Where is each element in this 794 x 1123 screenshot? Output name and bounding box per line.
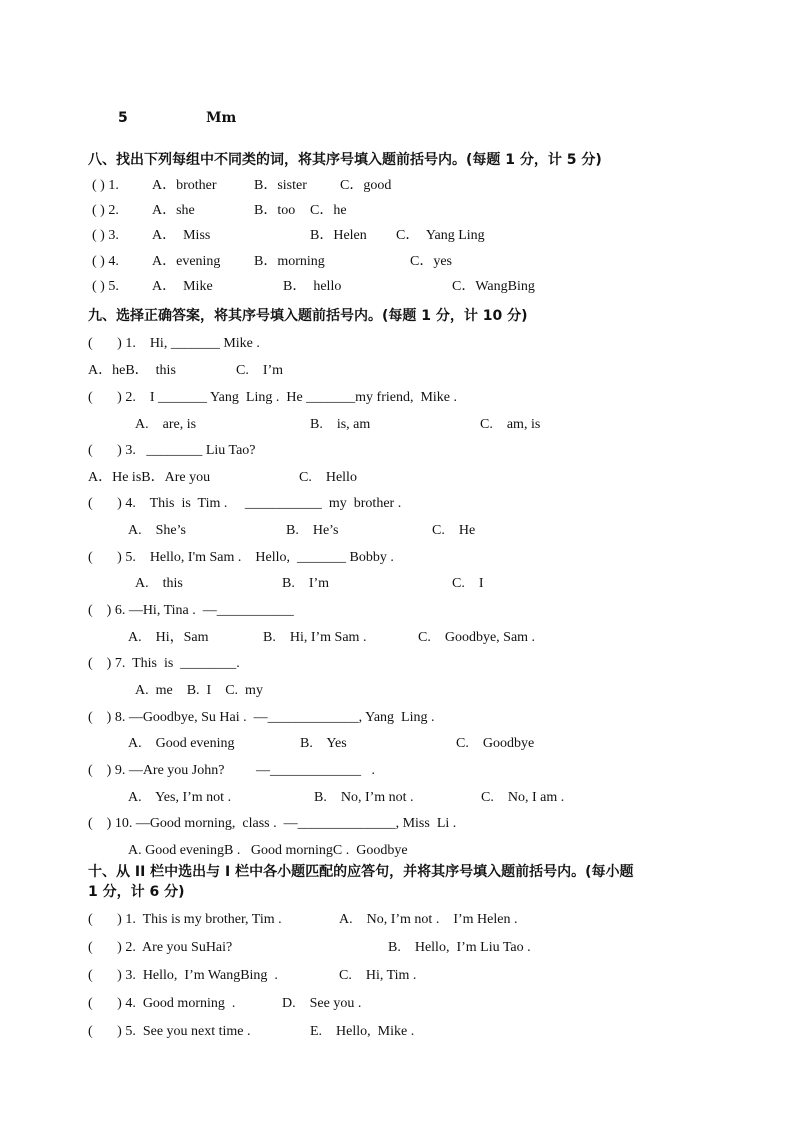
q4-option-a: A. She’s [128,523,186,538]
section-8-title: 八、找出下列每组中不同类的词，将其序号填入题前括号内。(每题 1 分，计 5 分) [88,152,602,168]
question-5: ( ) 5. Hello, I'm Sam . Hello, _______ Bobby . [88,550,394,565]
q2-option-c: C. am, is [480,417,541,432]
question-9: ( ) 9. —Are you John? —_____________ . [88,763,375,778]
question-2: ( ) 2. I _______ Yang Ling . He _______my friend, Mike . [88,390,458,405]
matching-question: ( ) 3. Hello, I’m WangBing . [88,968,278,983]
question-8: ( ) 8. —Goodbye, Su Hai . —_____________, Yang Ling . [88,710,435,725]
question-7: ( ) 7. This is ________. [88,656,240,671]
matching-question: ( ) 4. Good morning . [88,996,236,1011]
top-number: 5 [118,110,128,126]
matching-question: ( ) 1. This is my brother, Tim . [88,912,282,927]
question-number: ( ) 1. [92,178,119,193]
q5-option-a: A. this [135,576,183,591]
option-b: B．too [254,203,296,218]
option-c: C．he [310,203,347,218]
q3-option-ab: A．He isB．Are you [88,470,211,485]
matching-question: ( ) 2. Are you SuHai? [88,940,233,955]
question-4: ( ) 4. This is Tim . ___________ my brother . [88,496,402,511]
question-number: ( ) 3. [92,228,119,243]
matching-response: C. Hi, Tim . [339,968,417,983]
matching-question: ( ) 5. See you next time . [88,1024,251,1039]
option-a: A．brother [152,178,217,193]
option-c: C．WangBing [452,279,535,294]
option-a: A． Miss [152,228,211,243]
q10-options: A. Good eveningB . Good morningC . Goodbye [128,843,408,858]
q3-option-c: C. Hello [299,470,357,485]
question-1: ( ) 1. Hi, _______ Mike . [88,336,260,351]
section-10-title-cont: 1 分，计 6 分) [88,884,185,900]
matching-response: D. See you . [282,996,362,1011]
q5-option-b: B. I’m [282,576,330,591]
option-b: B．morning [254,254,325,269]
matching-response: E. Hello, Mike . [310,1024,415,1039]
option-c: C．yes [410,254,452,269]
q6-option-c: C. Goodbye, Sam . [418,630,536,645]
option-a: A．evening [152,254,221,269]
q6-option-b: B. Hi, I’m Sam . [263,630,367,645]
q8-option-c: C. Goodbye [456,736,535,751]
option-a: A．she [152,203,195,218]
section-9-title: 九、选择正确答案，将其序号填入题前括号内。(每题 1 分，计 10 分) [88,308,528,324]
q1-option-c: C. I’m [236,363,284,378]
q7-options: A. me B. I C. my [135,683,263,698]
option-c: C．good [340,178,392,193]
question-3: ( ) 3. ________ Liu Tao? [88,443,256,458]
option-a: A． Mike [152,279,213,294]
question-10: ( ) 10. —Good morning, class . —______________, Miss Li . [88,816,457,831]
q2-option-a: A. are, is [135,417,197,432]
q8-option-a: A. Good evening [128,736,235,751]
q9-option-b: B. No, I’m not . [314,790,414,805]
q9-option-a: A. Yes, I’m not . [128,790,232,805]
q2-option-b: B. is, am [310,417,371,432]
q8-option-b: B. Yes [300,736,347,751]
option-b: B．sister [254,178,307,193]
q6-option-a: A. Hi，Sam [128,630,209,645]
q1-option-ab: A．heB． this [88,363,176,378]
question-number: ( ) 4. [92,254,119,269]
top-letters: Mm [206,110,237,126]
section-10-title: 十、从 II 栏中选出与 I 栏中各小题匹配的应答句，并将其序号填入题前括号内。(每小题 [88,864,634,880]
q5-option-c: C. I [452,576,484,591]
question-6: ( ) 6. —Hi, Tina . —___________ [88,603,294,618]
q4-option-b: B. He’s [286,523,339,538]
question-number: ( ) 5. [92,279,119,294]
q9-option-c: C. No, I am . [481,790,565,805]
option-b: B． hello [283,279,342,294]
q4-option-c: C. He [432,523,476,538]
matching-response: B. Hello, I’m Liu Tao . [388,940,531,955]
option-c: C． Yang Ling [396,228,485,243]
option-b: B．Helen [310,228,367,243]
matching-response: A. No, I’m not . I’m Helen . [339,912,518,927]
question-number: ( ) 2. [92,203,119,218]
